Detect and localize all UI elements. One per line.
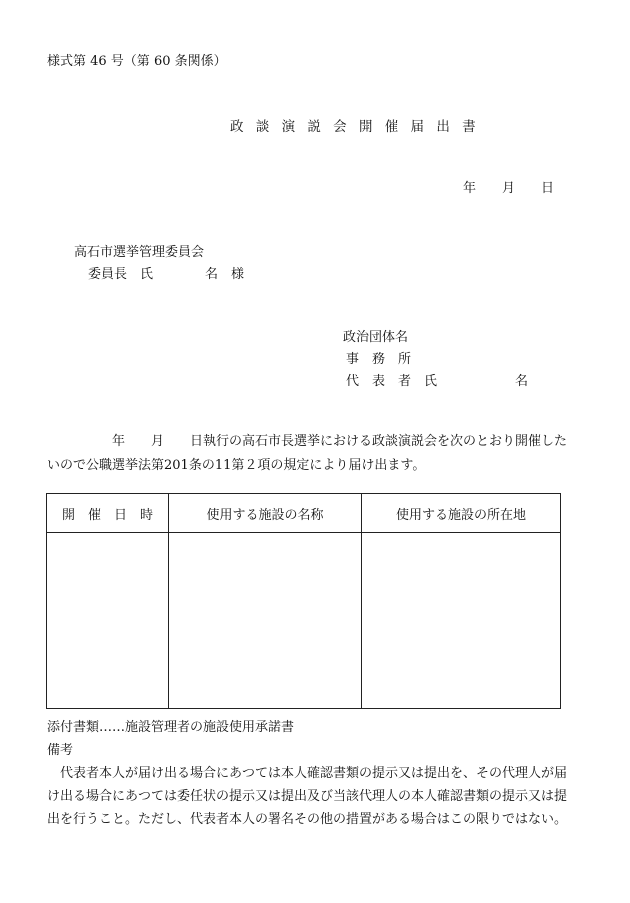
remarks-line-1: 代表者本人が届け出る場合にあつては本人確認書類の提示又は提出を、その代理人が届 <box>47 766 568 781</box>
facility-table <box>46 493 561 709</box>
body-paragraph <box>47 430 587 478</box>
applicant-group-label: 政治団体名 <box>343 330 409 345</box>
cell-datetime <box>47 533 169 709</box>
addressee-person: 委員長 氏 名 様 <box>88 267 245 282</box>
form-number: 様式第 46 号（第 60 条関係） <box>47 54 227 69</box>
document-title: 政 談 演 説 会 開 催 届 出 書 <box>230 119 480 135</box>
applicant-rep-label: 代 表 者 氏 名 <box>346 374 529 389</box>
remarks-label: 備考 <box>47 743 74 758</box>
applicant-office-label: 事 務 所 <box>346 352 412 367</box>
header-datetime: 開 催 日 時 <box>47 494 169 533</box>
cell-facility-address <box>362 533 561 709</box>
body-line-2: いので公職選挙法第201条の11第２項の規定により届け出ます。 <box>47 458 426 473</box>
table-header-row <box>47 494 561 533</box>
body-line-1: 年 月 日執行の高石市長選挙における政談演説会を次のとおり開催した <box>47 434 568 449</box>
header-facility-address: 使用する施設の所在地 <box>362 494 561 533</box>
cell-facility-name <box>169 533 362 709</box>
addressee-org: 高石市選挙管理委員会 <box>74 245 205 260</box>
remarks-line-2: け出る場合にあつては委任状の提示又は提出及び当該代理人の本人確認書類の提示又は提 <box>47 789 568 804</box>
table-row <box>47 533 561 709</box>
header-facility-name: 使用する施設の名称 <box>169 494 362 533</box>
notes-section <box>47 716 587 831</box>
attachment-note: 添付書類……施設管理者の施設使用承諾書 <box>47 720 295 735</box>
remarks-line-3: 出を行うこと。ただし、代表者本人の署名その他の措置がある場合はこの限りではない。 <box>47 812 568 827</box>
date-line: 年 月 日 <box>463 181 555 196</box>
